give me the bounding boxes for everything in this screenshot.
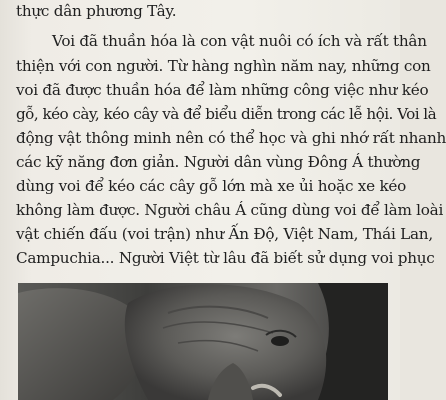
text-line-10: vật chiến đấu (voi trận) như Ấn Độ, Việt Nam, Thái Lan, (16, 225, 433, 243)
text-line-4: voi đã được thuần hóa để làm những công việc như kéo (16, 81, 429, 99)
text-line-11: Campuchia... Người Việt từ lâu đã biết sử dụng voi phục (16, 249, 435, 267)
text-line-5: gỗ, kéo cày, kéo cây và để biểu diễn trong các lễ hội. Voi là (16, 105, 437, 123)
text-line-7: các kỹ năng đơn giản. Người dân vùng Đông Á thường (16, 153, 421, 171)
elephant-photo (18, 283, 388, 400)
text-line-1: thực dân phương Tây. (16, 2, 177, 20)
text-line-9: không làm được. Người châu Á cũng dùng voi để làm loài (16, 201, 444, 219)
elephant-image (18, 283, 388, 400)
text-line-2: Voi đã thuần hóa là con vật nuôi có ích và rất thân (52, 32, 427, 50)
text-line-6: động vật thông minh nên có thể học và ghi nhớ rất nhanh (16, 129, 446, 147)
text-line-8: dùng voi để kéo các cây gỗ lớn mà xe ủi hoặc xe kéo (16, 177, 407, 195)
text-line-3: thiện với con người. Từ hàng nghìn năm nay, những con (16, 57, 431, 75)
elephant-eye (271, 336, 289, 346)
elephant-ear-left (18, 288, 145, 400)
